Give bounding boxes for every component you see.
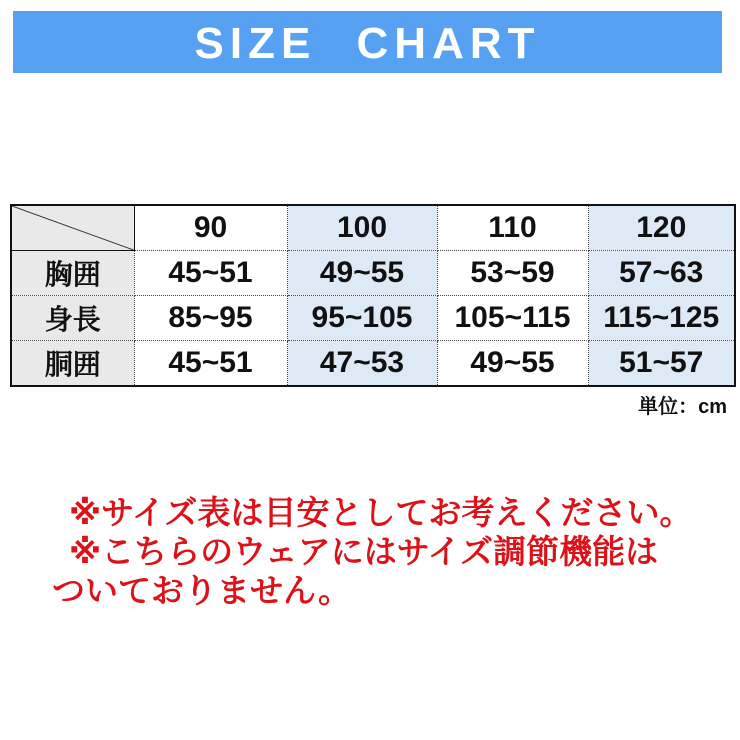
corner-cell (11, 205, 134, 251)
size-header-90: 90 (134, 205, 287, 251)
value-cell: 45~51 (134, 341, 287, 387)
value-cell: 85~95 (134, 296, 287, 341)
row-label-waist: 胴囲 (11, 341, 134, 387)
size-table (10, 204, 736, 387)
table-row-waist (11, 341, 735, 387)
value-cell: 47~53 (287, 341, 437, 387)
note-line-1: ※サイズ表は目安としてお考えください。 (69, 494, 693, 531)
note-line-3: ついておりません。 (52, 572, 351, 609)
title-banner (13, 11, 722, 73)
value-cell: 105~115 (437, 296, 588, 341)
table-row-height (11, 296, 735, 341)
value-cell: 57~63 (588, 251, 735, 296)
value-cell: 95~105 (287, 296, 437, 341)
value-cell: 49~55 (437, 341, 588, 387)
value-cell: 115~125 (588, 296, 735, 341)
value-cell: 53~59 (437, 251, 588, 296)
size-header-100: 100 (287, 205, 437, 251)
table-header-row (11, 205, 735, 251)
value-cell: 49~55 (287, 251, 437, 296)
page-title: SIZE CHART (194, 18, 541, 68)
note-line-2: ※こちらのウェアにはサイズ調節機能は (69, 533, 659, 570)
row-label-chest: 胸囲 (11, 251, 134, 296)
disclaimer-notes (52, 493, 692, 610)
table-row-chest (11, 251, 735, 296)
unit-note: 単位：cm (638, 396, 727, 418)
size-header-110: 110 (437, 205, 588, 251)
value-cell: 45~51 (134, 251, 287, 296)
row-label-height: 身長 (11, 296, 134, 341)
value-cell: 51~57 (588, 341, 735, 387)
size-header-120: 120 (588, 205, 735, 251)
diagonal-line-icon (12, 206, 134, 250)
